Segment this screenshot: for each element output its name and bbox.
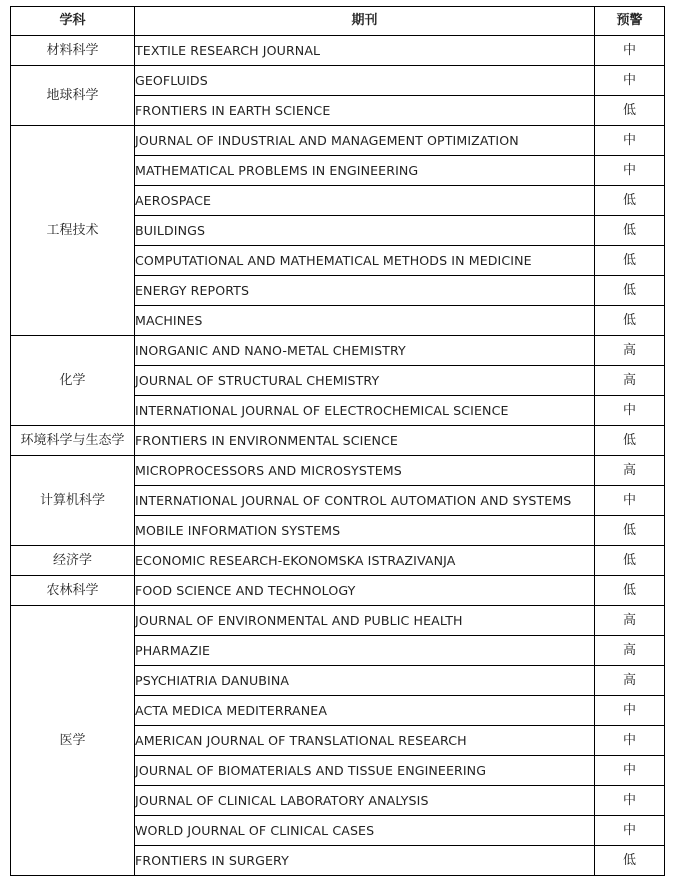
- warning-level-cell: 高: [595, 606, 665, 636]
- header-subject: 学科: [11, 7, 135, 36]
- subject-cell: 经济学: [11, 546, 135, 576]
- warning-level-cell: 低: [595, 246, 665, 276]
- warning-level-cell: 中: [595, 396, 665, 426]
- journal-cell: AEROSPACE: [135, 186, 595, 216]
- warning-level-cell: 高: [595, 666, 665, 696]
- table-row: [11, 336, 665, 366]
- journal-cell: JOURNAL OF INDUSTRIAL AND MANAGEMENT OPTIMIZATION: [135, 126, 595, 156]
- journal-cell: TEXTILE RESEARCH JOURNAL: [135, 36, 595, 66]
- table-row: [11, 66, 665, 96]
- table-row: [11, 426, 665, 456]
- warning-level-cell: 中: [595, 66, 665, 96]
- journal-cell: JOURNAL OF BIOMATERIALS AND TISSUE ENGINEERING: [135, 756, 595, 786]
- journal-cell: JOURNAL OF ENVIRONMENTAL AND PUBLIC HEALTH: [135, 606, 595, 636]
- warning-level-cell: 高: [595, 456, 665, 486]
- warning-level-cell: 中: [595, 36, 665, 66]
- header-journal: 期刊: [135, 7, 595, 36]
- warning-level-cell: 低: [595, 96, 665, 126]
- warning-level-cell: 中: [595, 156, 665, 186]
- table-row: [11, 126, 665, 156]
- header-warning: 预警: [595, 7, 665, 36]
- warning-level-cell: 中: [595, 756, 665, 786]
- warning-level-cell: 低: [595, 186, 665, 216]
- subject-cell: 环境科学与生态学: [11, 426, 135, 456]
- journal-cell: ECONOMIC RESEARCH-EKONOMSKA ISTRAZIVANJA: [135, 546, 595, 576]
- journal-cell: COMPUTATIONAL AND MATHEMATICAL METHODS IN MEDICINE: [135, 246, 595, 276]
- warning-level-cell: 中: [595, 696, 665, 726]
- journal-cell: FRONTIERS IN EARTH SCIENCE: [135, 96, 595, 126]
- warning-level-cell: 低: [595, 276, 665, 306]
- journal-cell: MACHINES: [135, 306, 595, 336]
- subject-cell: 材料科学: [11, 36, 135, 66]
- journal-cell: MICROPROCESSORS AND MICROSYSTEMS: [135, 456, 595, 486]
- subject-cell: 工程技术: [11, 126, 135, 336]
- journal-cell: FRONTIERS IN SURGERY: [135, 846, 595, 876]
- table-header-row: [11, 7, 665, 36]
- table-body: [11, 36, 665, 876]
- subject-cell: 计算机科学: [11, 456, 135, 546]
- journal-cell: INTERNATIONAL JOURNAL OF ELECTROCHEMICAL SCIENCE: [135, 396, 595, 426]
- journal-cell: FOOD SCIENCE AND TECHNOLOGY: [135, 576, 595, 606]
- subject-cell: 化学: [11, 336, 135, 426]
- warning-level-cell: 低: [595, 846, 665, 876]
- table-row: [11, 606, 665, 636]
- journal-cell: AMERICAN JOURNAL OF TRANSLATIONAL RESEARCH: [135, 726, 595, 756]
- journal-cell: INORGANIC AND NANO-METAL CHEMISTRY: [135, 336, 595, 366]
- warning-level-cell: 高: [595, 336, 665, 366]
- journal-cell: JOURNAL OF STRUCTURAL CHEMISTRY: [135, 366, 595, 396]
- table-row: [11, 576, 665, 606]
- journal-cell: ACTA MEDICA MEDITERRANEA: [135, 696, 595, 726]
- journal-cell: MATHEMATICAL PROBLEMS IN ENGINEERING: [135, 156, 595, 186]
- journal-cell: JOURNAL OF CLINICAL LABORATORY ANALYSIS: [135, 786, 595, 816]
- warning-level-cell: 中: [595, 816, 665, 846]
- journal-cell: BUILDINGS: [135, 216, 595, 246]
- journal-cell: INTERNATIONAL JOURNAL OF CONTROL AUTOMATION AND SYSTEMS: [135, 486, 595, 516]
- table-row: [11, 36, 665, 66]
- warning-level-cell: 中: [595, 726, 665, 756]
- table-row: [11, 456, 665, 486]
- journal-warning-table: [10, 6, 665, 876]
- warning-level-cell: 高: [595, 636, 665, 666]
- warning-level-cell: 中: [595, 786, 665, 816]
- journal-cell: ENERGY REPORTS: [135, 276, 595, 306]
- warning-level-cell: 低: [595, 576, 665, 606]
- journal-cell: PSYCHIATRIA DANUBINA: [135, 666, 595, 696]
- warning-list-container: [10, 6, 665, 876]
- warning-level-cell: 中: [595, 486, 665, 516]
- table-row: [11, 546, 665, 576]
- warning-level-cell: 中: [595, 126, 665, 156]
- journal-cell: WORLD JOURNAL OF CLINICAL CASES: [135, 816, 595, 846]
- journal-cell: MOBILE INFORMATION SYSTEMS: [135, 516, 595, 546]
- warning-level-cell: 低: [595, 426, 665, 456]
- journal-cell: FRONTIERS IN ENVIRONMENTAL SCIENCE: [135, 426, 595, 456]
- warning-level-cell: 低: [595, 516, 665, 546]
- subject-cell: 农林科学: [11, 576, 135, 606]
- warning-level-cell: 高: [595, 366, 665, 396]
- warning-level-cell: 低: [595, 216, 665, 246]
- warning-level-cell: 低: [595, 306, 665, 336]
- journal-cell: GEOFLUIDS: [135, 66, 595, 96]
- warning-level-cell: 低: [595, 546, 665, 576]
- subject-cell: 地球科学: [11, 66, 135, 126]
- journal-cell: PHARMAZIE: [135, 636, 595, 666]
- subject-cell: 医学: [11, 606, 135, 876]
